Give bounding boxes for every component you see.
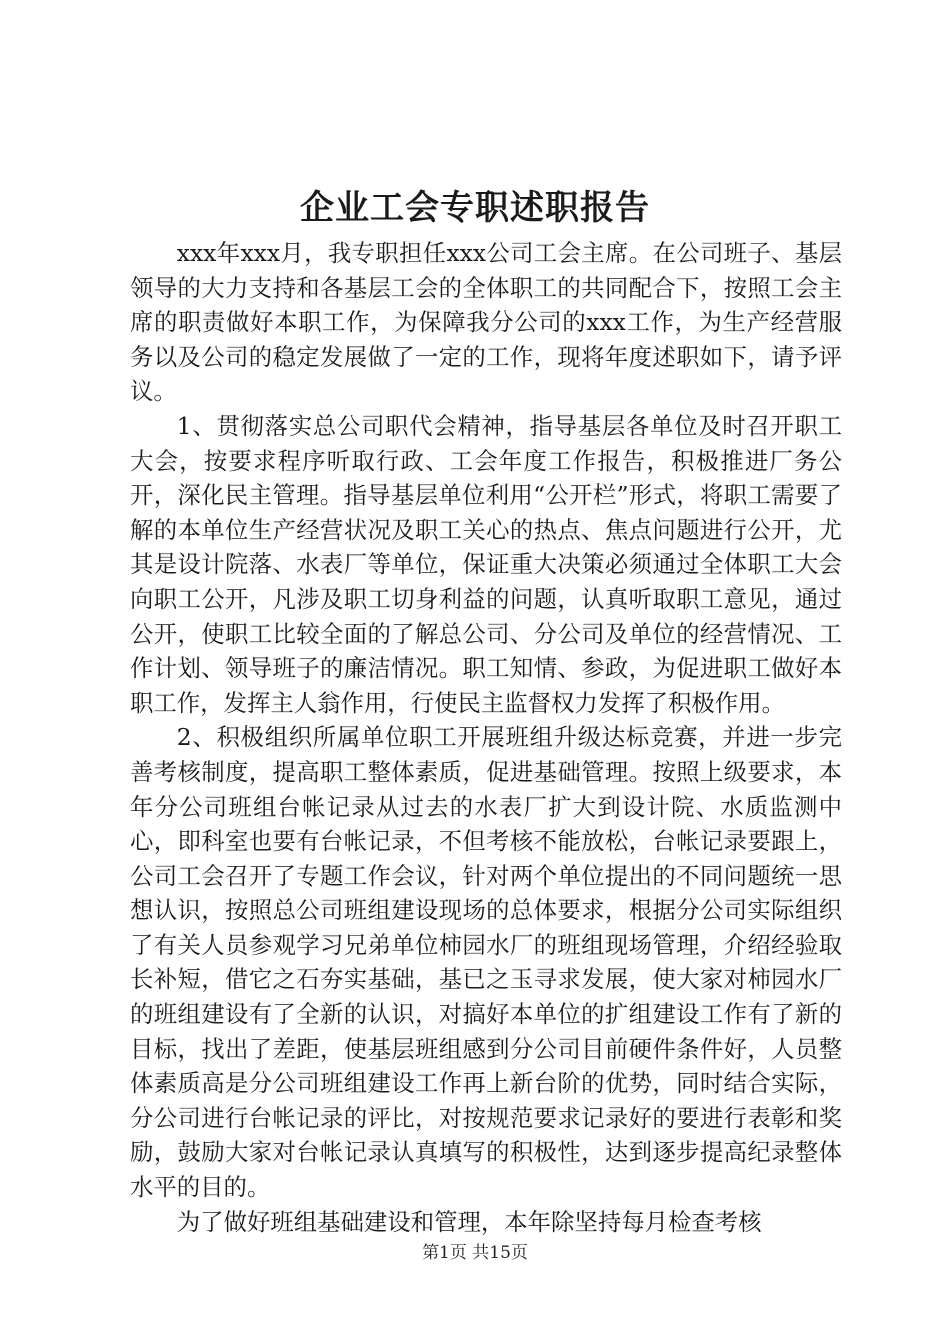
paragraph-item-1: 1、贯彻落实总公司职代会精神，指导基层各单位及时召开职工大会，按要求程序听取行政、工会年度工作报告，积极推进厂务公开，深化民主管理。指导基层单位利用“公开栏”形式，将职工需要了解的本单位生产经营状况及职工关心的热点、焦点问题进行公开，尤其是设计院落、水表厂等单位，保证重大决策必须通过全体职工大会向职工公开，凡涉及职工切身利益的问题，认真听取职工意见，通过公开，使职工比较全面的了解总公司、分公司及单位的经营情况、工作计划、领导班子的廉洁情况。职工知情、参政，为促进职工做好本职工作，发挥主人翁作用，行使民主监督权力发挥了积极作用。 [130,411,842,717]
paragraph-item-2: 2、积极组织所属单位职工开展班组升级达标竞赛，并进一步完善考核制度，提高职工整体素质，促进基础管理。按照上级要求，本年分公司班组台帐记录从过去的水表厂扩大到设计院、水质监测中心，即科室也要有台帐记录，不但考核不能放松，台帐记录要跟上，公司工会召开了专题工作会议，针对两个单位提出的不同问题统一思想认识，按照总公司班组建设现场的总体要求，根据分公司实际组织了有关人员参观学习兄弟单位柿园水厂的班组现场管理，介绍经验取长补短，借它之石夯实基础，基已之玉寻求发展，使大家对柿园水厂的班组建设有了全新的认识，对搞好本单位的扩组建设工作有了新的目标，找出了差距，使基层班组感到分公司目前硬件条件好，人员整体素质高是分公司班组建设工作再上新台阶的优势，同时结合实际，分公司进行台帐记录的评比，对按规范要求记录好的要进行表彰和奖励，鼓励大家对台帐记录认真填写的积极性，达到逐步提高纪录整体水平的目的。 [130,723,842,1202]
paragraph-continued: 为了做好班组基础建设和管理，本年除坚持每月检查考核 [176,1207,762,1236]
document-body [130,236,842,1239]
page-number-footer: 第1页 共15页 [422,1243,528,1263]
document-title: 企业工会专职述职报告 [300,188,650,228]
paragraph-intro: xxx年xxx月，我专职担任xxx公司工会主席。在公司班子、基层领导的大力支持和各基层工会的全体职工的共同配合下，按照工会主席的职责做好本职工作，为保障我分公司的xxx工作，为生产经营服务以及公司的稳定发展做了一定的工作，现将年度述职如下，请予评议。 [130,239,842,406]
